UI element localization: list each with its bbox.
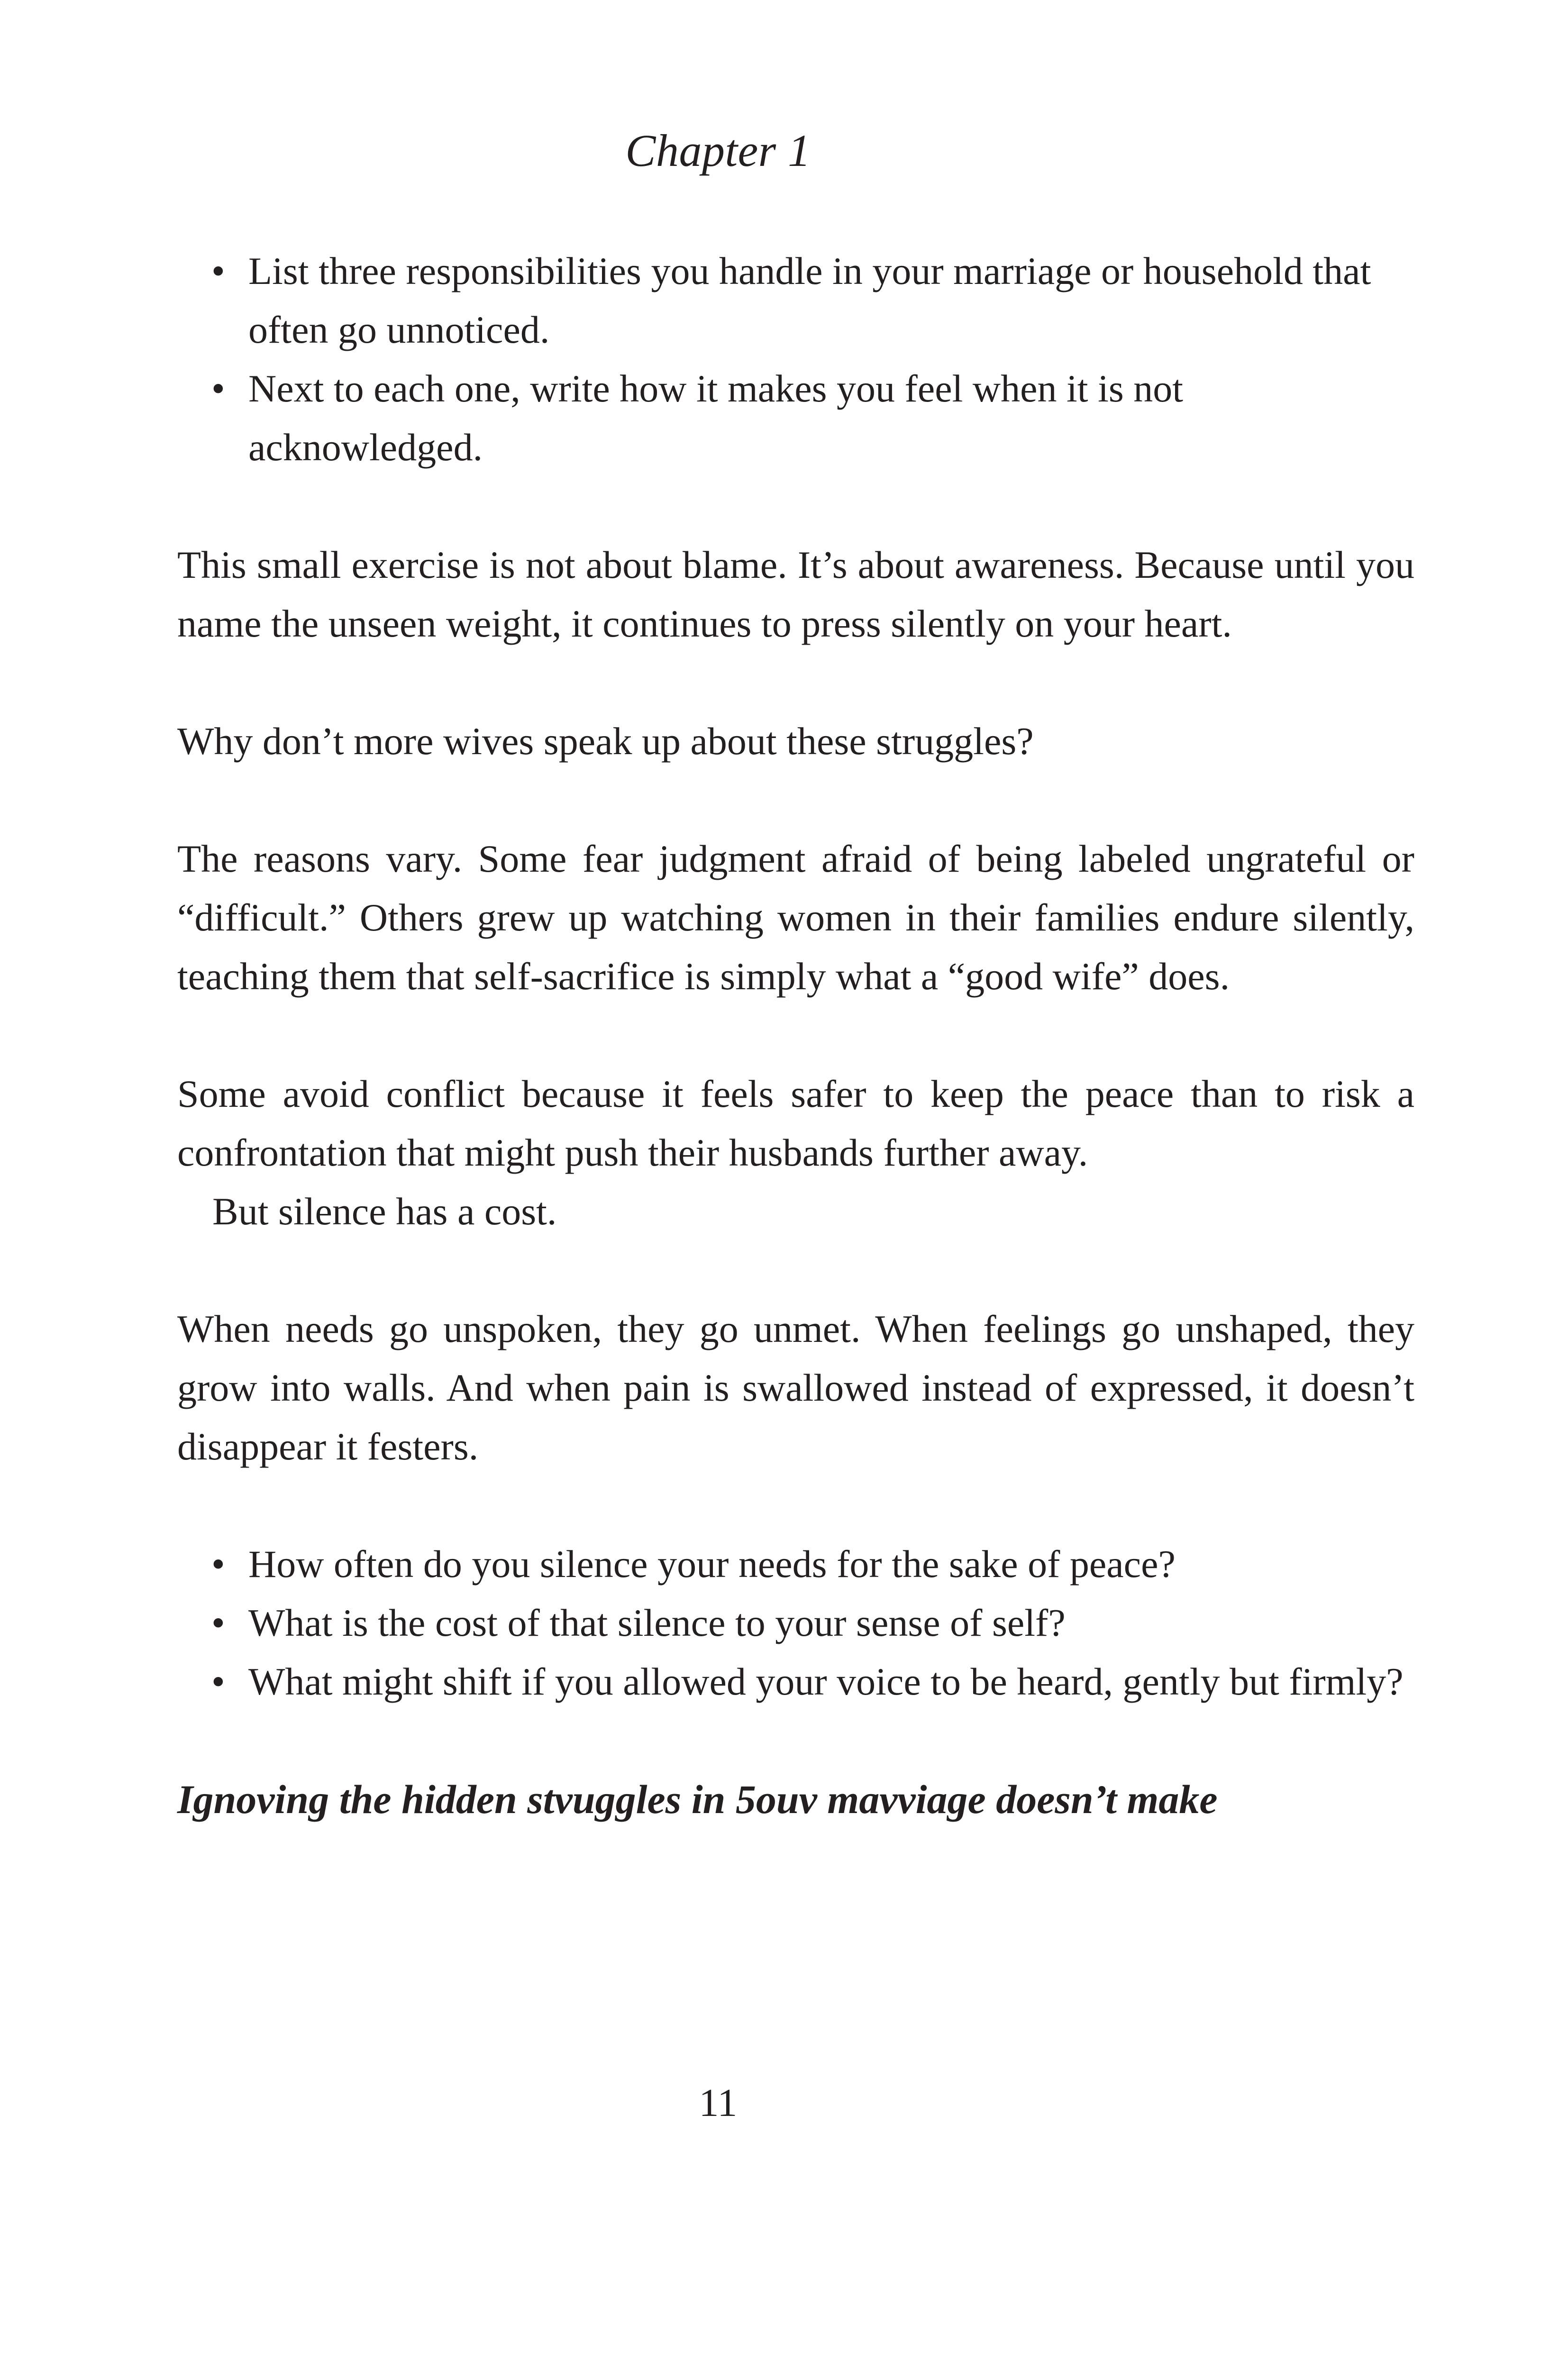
exercise-list [177, 242, 1414, 477]
paragraph: Some avoid conflict because it feels safer to keep the peace than to risk a confrontation that might push their husbands further away. [177, 1072, 1414, 1174]
paragraph: Why don’t more wives speak up about these struggles? [177, 720, 1034, 763]
pull-quote: Ignoving the hidden stvuggles in 5ouv mavviage doesn’t make [177, 1777, 1218, 1822]
list-item: • What might shift if you allowed your voice to be heard, gently but firmly? [248, 1652, 1414, 1711]
paragraph: But silence has a cost. [212, 1190, 557, 1233]
reflection-list [177, 1535, 1414, 1711]
list-item: • How often do you silence your needs for the sake of peace? [248, 1535, 1414, 1594]
page-number: 11 [699, 2081, 738, 2125]
list-item: • What is the cost of that silence to your sense of self? [248, 1594, 1414, 1652]
body-text [177, 242, 1414, 1829]
paragraph: The reasons vary. Some fear judgment afraid of being labeled ungrateful or “difficult.” Others grew up watching women in their families endure silently, teaching them that self-sacrifice is simply what a “good wife” does. [177, 837, 1414, 998]
paragraph: When needs go unspoken, they go unmet. When feelings go unshaped, they grow into walls. And when pain is swallowed instead of expressed, it doesn’t disappear it festers. [177, 1307, 1414, 1468]
paragraph: This small exercise is not about blame. It’s about awareness. Because until you name the unseen weight, it continues to press silently on your heart. [177, 543, 1414, 645]
running-head: Chapter 1 [625, 125, 811, 176]
list-item: • List three responsibilities you handle in your marriage or household that often go unnoticed. [248, 242, 1414, 359]
list-item: • Next to each one, write how it makes you feel when it is not acknowledged. [248, 359, 1414, 477]
